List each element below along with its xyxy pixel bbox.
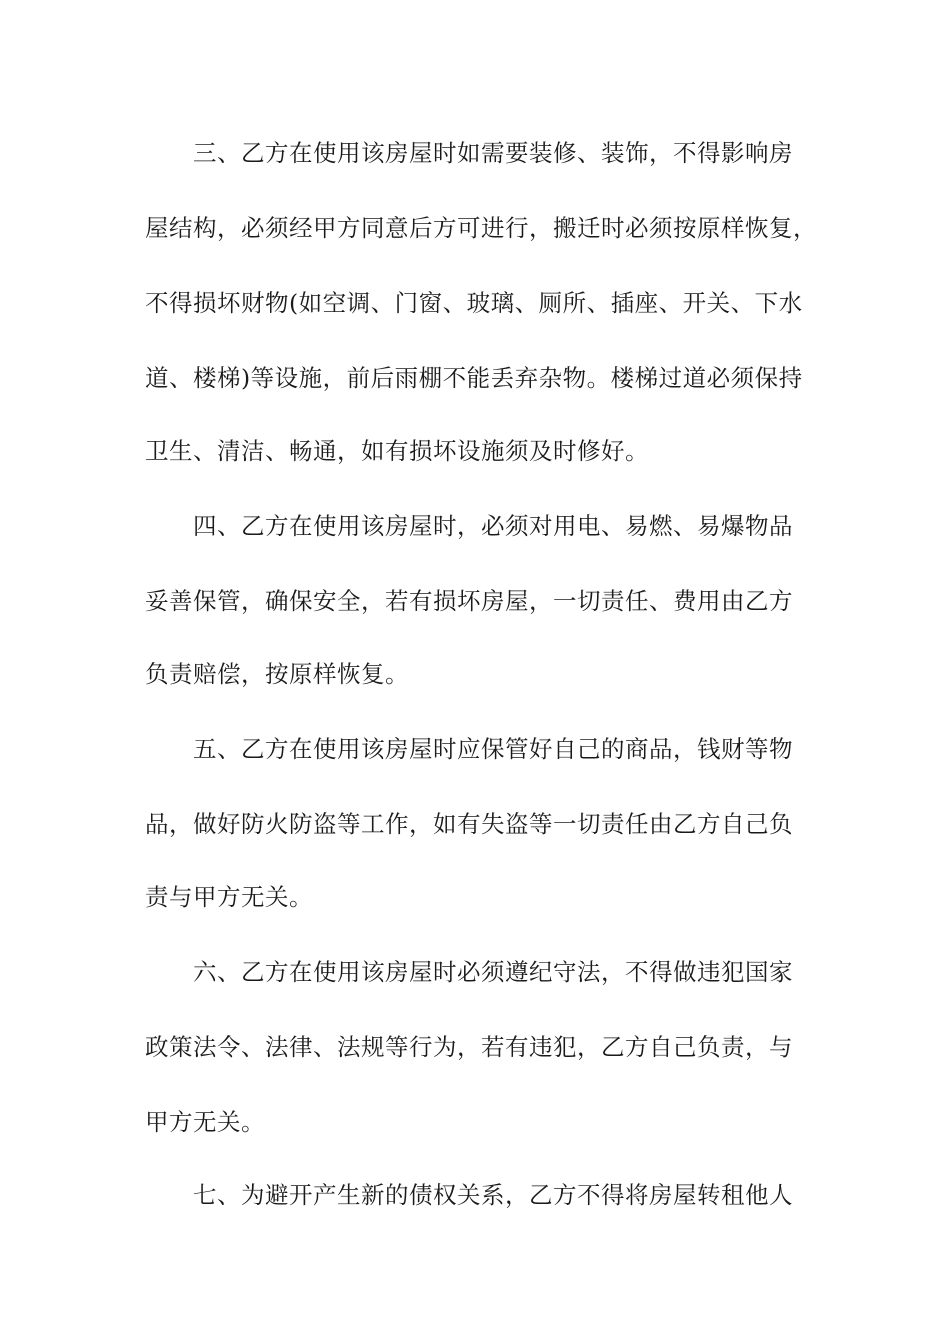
clause-3-line-3: 不得损坏财物(如空调、门窗、玻璃、厕所、插座、开关、下水 (145, 289, 803, 317)
clause-4-line-3: 负责赔偿，按原样恢复。 (145, 660, 409, 688)
clause-4-line-1: 四、乙方在使用该房屋时，必须对用电、易燃、易爆物品 (193, 512, 793, 540)
clause-3-line-5: 卫生、清洁、畅通，如有损坏设施须及时修好。 (145, 437, 649, 465)
clause-5-line-2: 品，做好防火防盗等工作，如有失盗等一切责任由乙方自己负 (145, 810, 793, 838)
clause-6-line-3: 甲方无关。 (145, 1108, 265, 1136)
clause-6-line-2: 政策法令、法律、法规等行为，若有违犯，乙方自己负责，与 (145, 1033, 793, 1061)
clause-3-line-1: 三、乙方在使用该房屋时如需要装修、装饰，不得影响房 (193, 139, 793, 167)
clause-5-line-1: 五、乙方在使用该房屋时应保管好自己的商品，钱财等物 (193, 735, 793, 763)
clause-3-line-2: 屋结构，必须经甲方同意后方可进行，搬迁时必须按原样恢复， (145, 214, 817, 242)
clause-5-line-3: 责与甲方无关。 (145, 883, 313, 911)
clause-4-line-2: 妥善保管，确保安全，若有损坏房屋，一切责任、费用由乙方 (145, 587, 793, 615)
clause-7-line-1: 七、为避开产生新的债权关系，乙方不得将房屋转租他人 (193, 1181, 793, 1209)
clause-6-line-1: 六、乙方在使用该房屋时必须遵纪守法，不得做违犯国家 (193, 958, 793, 986)
clause-3-line-4: 道、楼梯)等设施，前后雨棚不能丢弃杂物。楼梯过道必须保持 (145, 364, 803, 392)
